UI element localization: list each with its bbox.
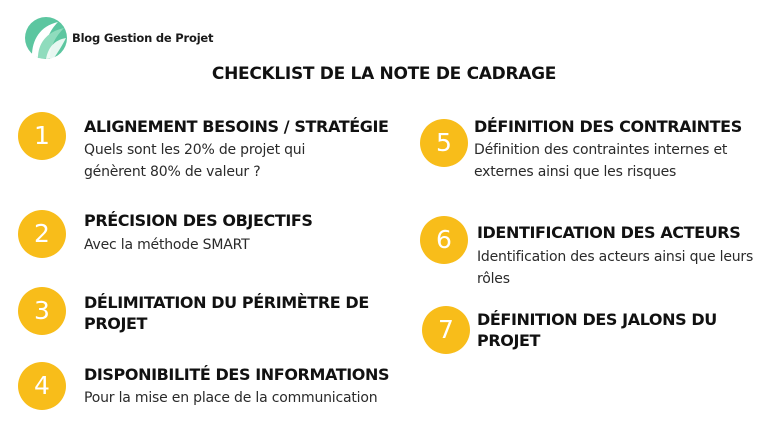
brand-name: Blog Gestion de Projet (72, 31, 214, 45)
number-badge: 7 (422, 306, 470, 354)
item-title: DÉFINITION DES JALONS DU PROJET (477, 310, 717, 350)
item-description: Définition des contraintes internes et externes ainsi que les risques (474, 142, 728, 180)
item-title: IDENTIFICATION DES ACTEURS (477, 223, 741, 242)
item-title: DÉLIMITATION DU PÉRIMÈTRE DE PROJET (84, 293, 369, 333)
item-title: DISPONIBILITÉ DES INFORMATIONS (84, 365, 390, 384)
item-title: ALIGNEMENT BESOINS / STRATÉGIE (84, 117, 389, 136)
number-badge: 6 (420, 216, 468, 264)
item-title: DÉFINITION DES CONTRAINTES (474, 117, 742, 136)
number-badge: 5 (420, 119, 468, 167)
leaf-logo-icon (24, 16, 68, 60)
item-title: PRÉCISION DES OBJECTIFS (84, 211, 313, 230)
item-description: Identification des acteurs ainsi que leurs rôles (477, 249, 754, 287)
page-title: CHECKLIST DE LA NOTE DE CADRAGE (211, 64, 557, 84)
item-description: Quels sont les 20% de projet qui génèrent 80% de valeur ? (84, 142, 306, 180)
number-badge: 1 (18, 112, 66, 160)
number-badge: 2 (18, 210, 66, 258)
number-badge: 3 (18, 287, 66, 335)
number-badge: 4 (18, 362, 66, 410)
brand[interactable] (24, 16, 213, 60)
item-description: Pour la mise en place de la communication (84, 390, 378, 406)
item-description: Avec la méthode SMART (84, 237, 250, 253)
